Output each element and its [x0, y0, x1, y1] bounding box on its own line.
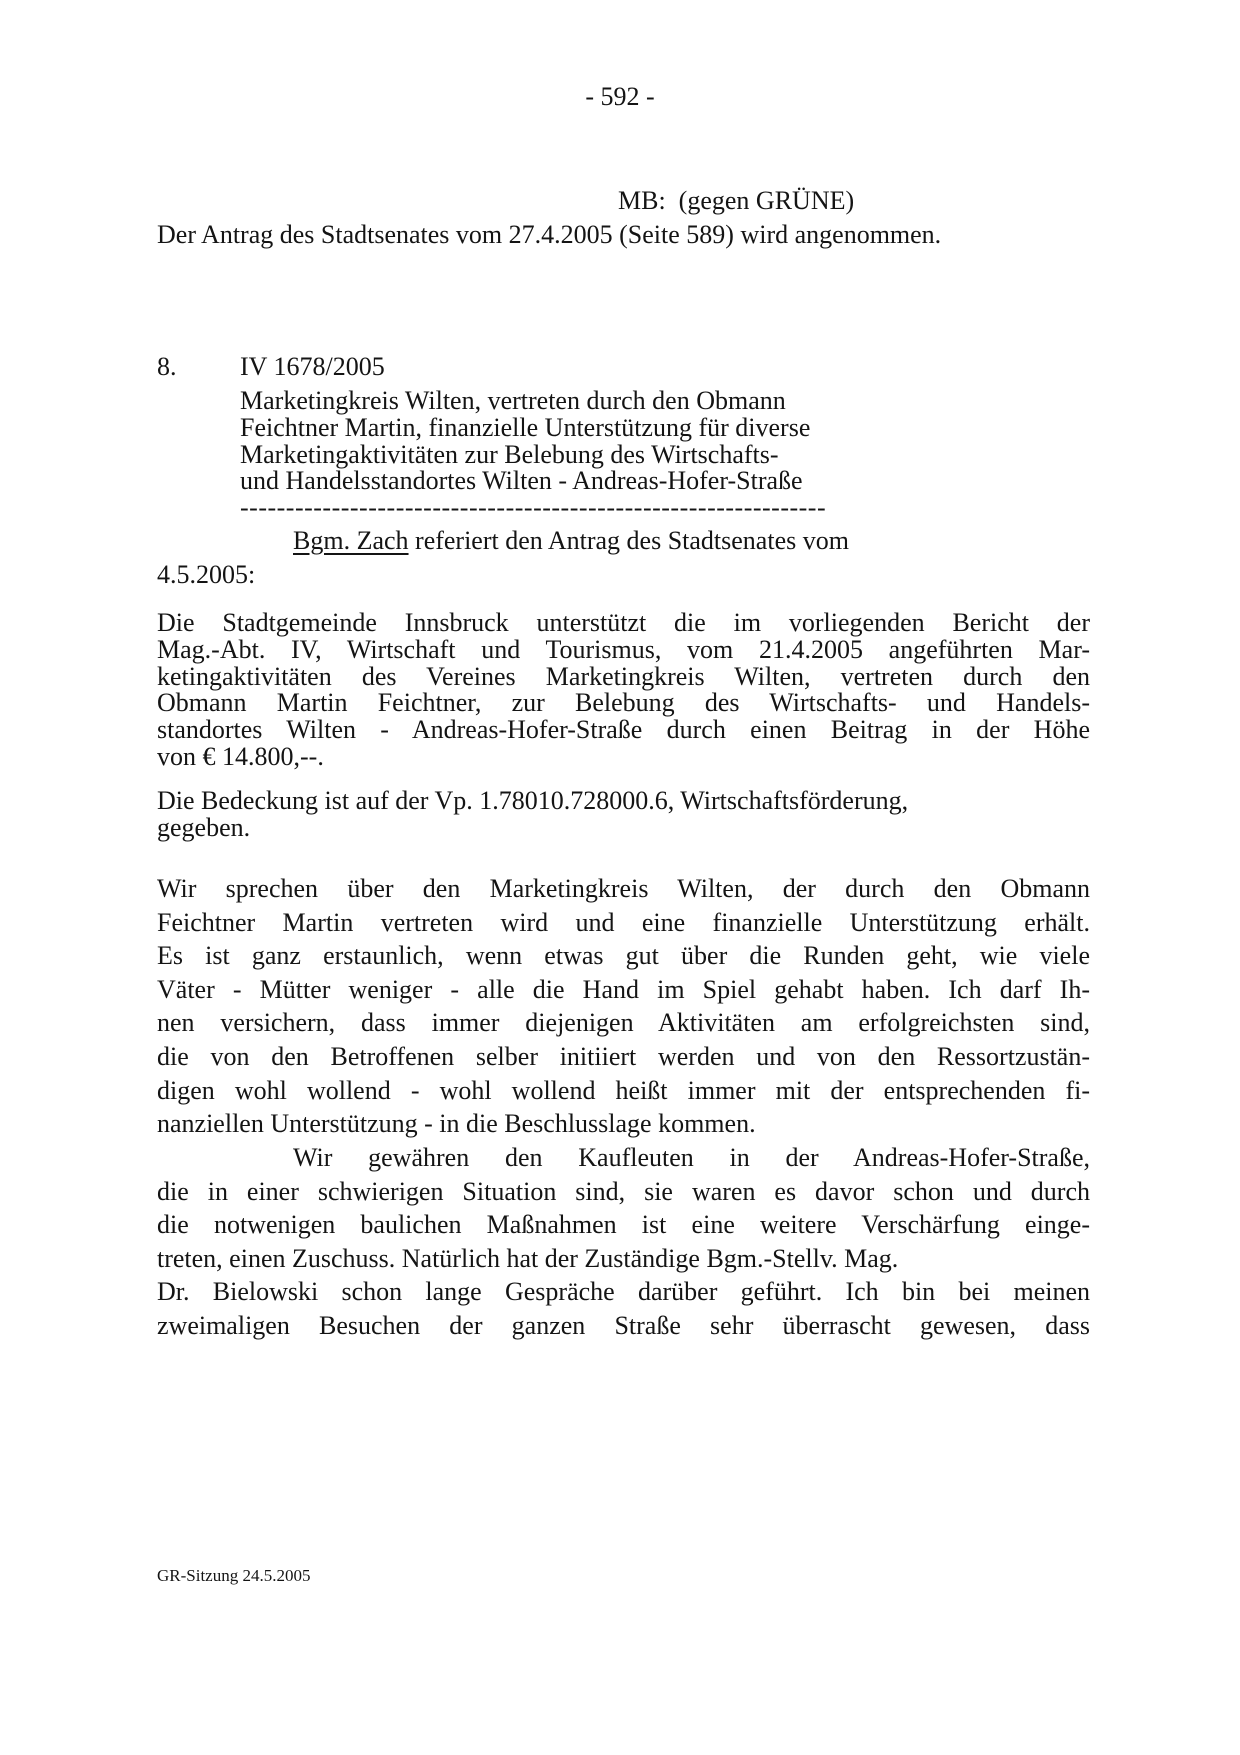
page-number: - 592 - — [585, 82, 655, 111]
speech-line: Wir sprechen über den Marketingkreis Wilten, der durch den Obmann — [157, 874, 1090, 903]
speech-line: die in einer schwierigen Situation sind, sie waren es davor schon und durch — [157, 1176, 1090, 1206]
speaker-name: Bgm. Zach — [293, 526, 409, 555]
speech-line: die von den Betroffenen selber initiiert werden und von den Ressortzustän- — [157, 1041, 1090, 1071]
speech-line: Väter - Mütter weniger - alle die Hand im Spiel gehabt haben. Ich darf Ih- — [157, 974, 1090, 1004]
page-footer: GR-Sitzung 24.5.2005 — [157, 1566, 311, 1585]
agenda-subject-line: Feichtner Martin, finanzielle Unterstützung für diverse — [240, 412, 811, 442]
motion-line: Obmann Martin Feichtner, zur Belebung des Wirtschafts- und Handels- — [157, 688, 1090, 718]
vote-result-line: MB: (gegen GRÜNE) — [618, 186, 855, 215]
agenda-subject-line: Marketingkreis Wilten, vertreten durch den Obmann — [240, 386, 786, 415]
motion-line: Mag.-Abt. IV, Wirtschaft und Tourismus, vom 21.4.2005 angeführten Mar- — [157, 634, 1090, 664]
motion-line: Die Bedeckung ist auf der Vp. 1.78010.728000.6, Wirtschaftsförderung, — [157, 786, 909, 815]
agenda-subject-line: und Handelsstandortes Wilten - Andreas-Hofer-Straße — [240, 466, 803, 496]
motion-line: ketingaktivitäten des Vereines Marketingkreis Wilten, vertreten durch den — [157, 661, 1090, 691]
speech-line: Feichtner Martin vertreten wird und eine finanzielle Unterstützung erhält. — [157, 907, 1090, 937]
speech-line: nanziellen Unterstützung - in die Beschlusslage kommen. — [157, 1109, 756, 1139]
speaker-intro-date: 4.5.2005: — [157, 559, 256, 589]
decision-line: Der Antrag des Stadtsenates vom 27.4.2005 (Seite 589) wird angenommen. — [157, 220, 942, 249]
agenda-subject-line: Marketingaktivitäten zur Belebung des Wirtschafts- — [240, 439, 779, 469]
motion-line: gegeben. — [157, 812, 251, 842]
motion-line: Die Stadtgemeinde Innsbruck unterstützt die im vorliegenden Bericht der — [157, 608, 1090, 637]
speaker-intro-line — [157, 524, 1090, 558]
motion-line: standortes Wilten - Andreas-Hofer-Straße durch einen Beitrag in der Höhe — [157, 715, 1090, 744]
motion-paragraph-2 — [157, 788, 1090, 842]
speech-paragraph-1 — [157, 872, 1090, 1141]
speech-line: digen wohl wollend - wohl wollend heißt immer mit der entsprechenden fi- — [157, 1075, 1090, 1105]
agenda-separator: ---------------------------------------------------------------- — [240, 493, 827, 522]
motion-line: von € 14.800,--. — [157, 741, 324, 771]
agenda-subject — [240, 388, 840, 522]
speech-line: Wir gewähren den Kaufleuten in der Andreas-Hofer-Straße, — [293, 1143, 1090, 1172]
motion-paragraph-1 — [157, 610, 1090, 771]
speech-line: Dr. Bielowski schon lange Gespräche darüber geführt. Ich bin bei meinen — [157, 1277, 1090, 1307]
agenda-item-number: 8. — [157, 352, 177, 381]
speech-line: die notwenigen baulichen Maßnahmen ist eine weitere Verschärfung einge- — [157, 1210, 1090, 1240]
speech-line: treten, einen Zuschuss. Natürlich hat der Zuständige Bgm.-Stellv. Mag. — [157, 1243, 899, 1273]
speaker-intro — [157, 524, 1090, 591]
agenda-item-reference: IV 1678/2005 — [240, 352, 385, 381]
speaker-intro-rest: referiert den Antrag des Stadtsenates vom — [408, 526, 849, 555]
speech-paragraph-2 — [157, 1141, 1090, 1343]
speech-line: zweimaligen Besuchen der ganzen Straße sehr überrascht gewesen, dass — [157, 1310, 1090, 1340]
speech-line: Es ist ganz erstaunlich, wenn etwas gut über die Runden geht, wie viele — [157, 941, 1090, 971]
speech-line: nen versichern, dass immer diejenigen Aktivitäten am erfolgreichsten sind, — [157, 1008, 1090, 1038]
